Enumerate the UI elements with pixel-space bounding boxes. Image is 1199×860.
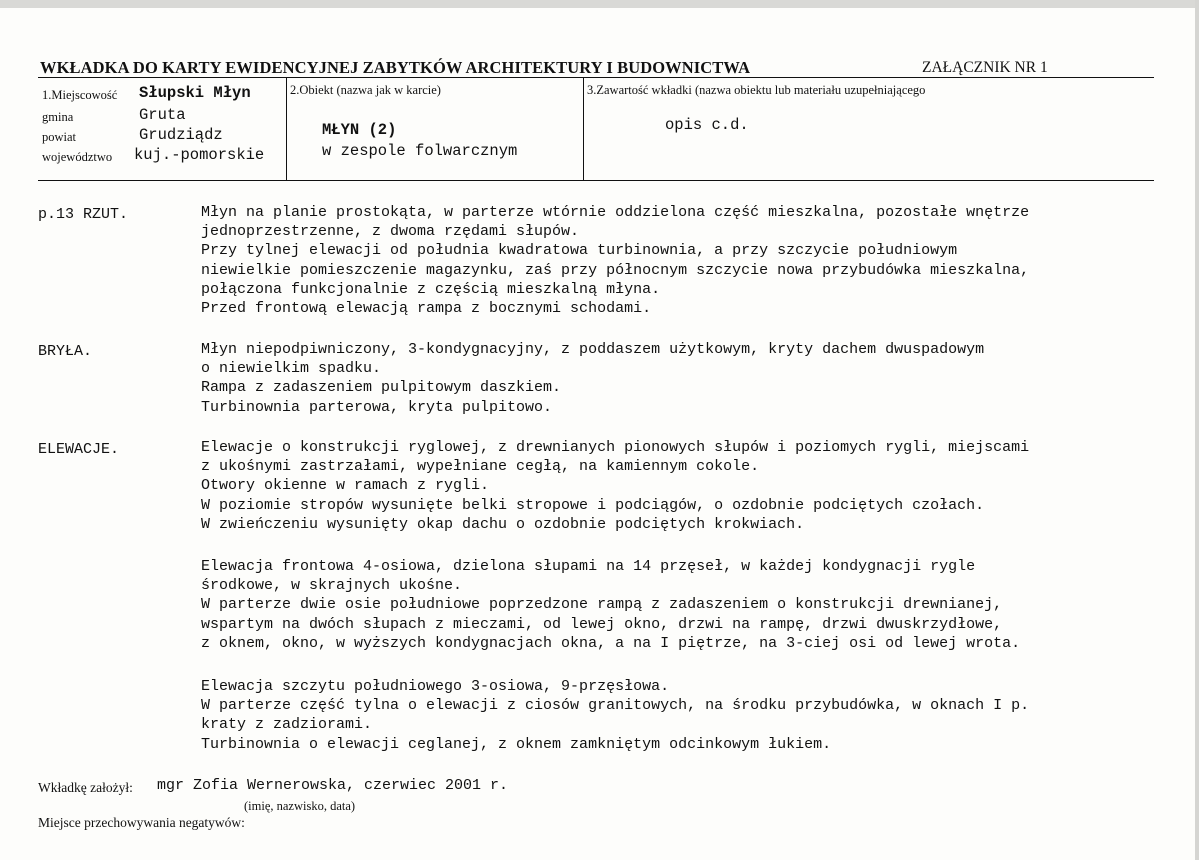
section-label-bryla: BRYŁA. xyxy=(38,343,93,360)
author-value: mgr Zofia Wernerowska, czerwiec 2001 r. xyxy=(157,777,509,794)
object-label: 2.Obiekt (nazwa jak w karcie) xyxy=(290,83,441,97)
elewacja-frontowa-text xyxy=(201,557,1020,653)
text-line: Turbinownia parterowa, kryta pulpitowo. xyxy=(201,398,553,416)
text-line: Młyn na planie prostokąta, w parterze wtórnie oddzielona część mieszkalna, pozostałe wnętrze xyxy=(201,204,1030,221)
storage-label: Miejsce przechowywania negatywów: xyxy=(38,815,245,830)
locality-value: Słupski Młyn xyxy=(139,84,251,102)
content-label: 3.Zawartość wkładki (nazwa obiektu lub materiału uzupełniającego xyxy=(587,83,926,97)
text-line: Elewacja szczytu południowego 3-osiowa, 9-przęsłowa. xyxy=(201,678,670,695)
header-rule-top xyxy=(38,77,1154,78)
document-title: WKŁADKA DO KARTY EWIDENCYJNEJ ZABYTKÓW ARCHITEKTURY I BUDOWNICTWA xyxy=(40,58,751,77)
author-hint: (imię, nazwisko, data) xyxy=(244,799,356,813)
wojewodztwo-value: kuj.-pomorskie xyxy=(134,146,265,164)
text-line: Otwory okienne w ramach z rygli. xyxy=(201,477,490,495)
gmina-value: Gruta xyxy=(139,106,186,124)
text-line: środkowe, w skrajnych ukośne. xyxy=(201,577,463,595)
header-rule-bottom xyxy=(38,180,1154,181)
section-text-bryla xyxy=(201,340,984,417)
text-line: Młyn niepodpiwniczony, 3-kondygnacyjny, z poddaszem użytkowym, kryty dachem dwuspadowym xyxy=(201,341,985,358)
gmina-label: gmina xyxy=(42,110,74,124)
section-label-rzut: p.13 RZUT. xyxy=(38,206,129,223)
text-line: wspartym na dwóch słupach z mieczami, od lewej okno, drzwi na rampę, drzwi dwuskrzydłowe, xyxy=(201,615,1003,633)
object-name: MŁYN (2) xyxy=(322,121,397,139)
section-label-elewacje: ELEWACJE. xyxy=(38,441,120,458)
object-context: w zespole folwarcznym xyxy=(322,142,518,160)
text-line: Przy tylnej elewacji od południa kwadratowa turbinownia, a przy szczycie południowym xyxy=(201,242,958,260)
annex-number: ZAŁĄCZNIK NR 1 xyxy=(922,59,1048,76)
content-value: opis c.d. xyxy=(665,116,749,134)
section-text-rzut xyxy=(201,203,1029,318)
text-line: W parterze dwie osie południowe poprzedzone rampą z zadaszeniem o konstrukcji drewnianej, xyxy=(201,596,1003,614)
text-line: Przed frontową elewacją rampa z bocznymi schodami. xyxy=(201,299,652,317)
header-divider-1 xyxy=(286,78,287,181)
author-label: Wkładkę założył: xyxy=(38,780,133,795)
header-divider-2 xyxy=(583,78,584,181)
text-line: Elewacje o konstrukcji ryglowej, z drewnianych pionowych słupów i poziomych rygli, miejscami xyxy=(201,439,1030,456)
locality-label: 1.Miejscowość xyxy=(42,88,118,102)
text-line: połączona funkcjonalnie z częścią mieszkalną młyna. xyxy=(201,280,661,298)
text-line: niewielkie pomieszczenie magazynku, zaś przy północnym szczycie nowa przybudówka mieszkalna, xyxy=(201,261,1030,279)
text-line: W poziomie stropów wysunięte belki stropowe i podciągów, o ozdobnie podciętych czołach. xyxy=(201,496,985,514)
text-line: Turbinownia o elewacji ceglanej, z oknem zamkniętym odcinkowym łukiem. xyxy=(201,735,832,753)
text-line: kraty z zadziorami. xyxy=(201,716,373,734)
scan-edge-right xyxy=(1195,0,1199,860)
wojewodztwo-label: województwo xyxy=(42,150,113,164)
elewacja-szczytu-text xyxy=(201,677,1029,754)
scan-edge-top xyxy=(0,0,1199,8)
text-line: W zwieńczeniu wysunięty okap dachu o ozdobnie podciętych krokwiach. xyxy=(201,515,805,533)
section-text-elewacje xyxy=(201,438,1029,534)
powiat-label: powiat xyxy=(42,130,77,144)
text-line: Rampa z zadaszeniem pulpitowym daszkiem. xyxy=(201,379,562,397)
text-line: z ukośnymi zastrzałami, wypełniane cegłą, na kamiennym cokole. xyxy=(201,458,760,476)
text-line: jednoprzestrzenne, z dwoma rzędami słupów. xyxy=(201,223,580,241)
text-line: o niewielkim spadku. xyxy=(201,360,382,378)
text-line: z oknem, okno, w wyższych kondygnacjach okna, a na I piętrze, na 3-ciej osi od lewej wrota. xyxy=(201,634,1021,652)
text-line: W parterze część tylna o elewacji z ciosów granitowych, na środku przybudówka, w oknach I p. xyxy=(201,697,1030,715)
text-line: Elewacja frontowa 4-osiowa, dzielona słupami na 14 przęseł, w każdej kondygnacji rygle xyxy=(201,558,976,575)
powiat-value: Grudziądz xyxy=(139,126,223,144)
